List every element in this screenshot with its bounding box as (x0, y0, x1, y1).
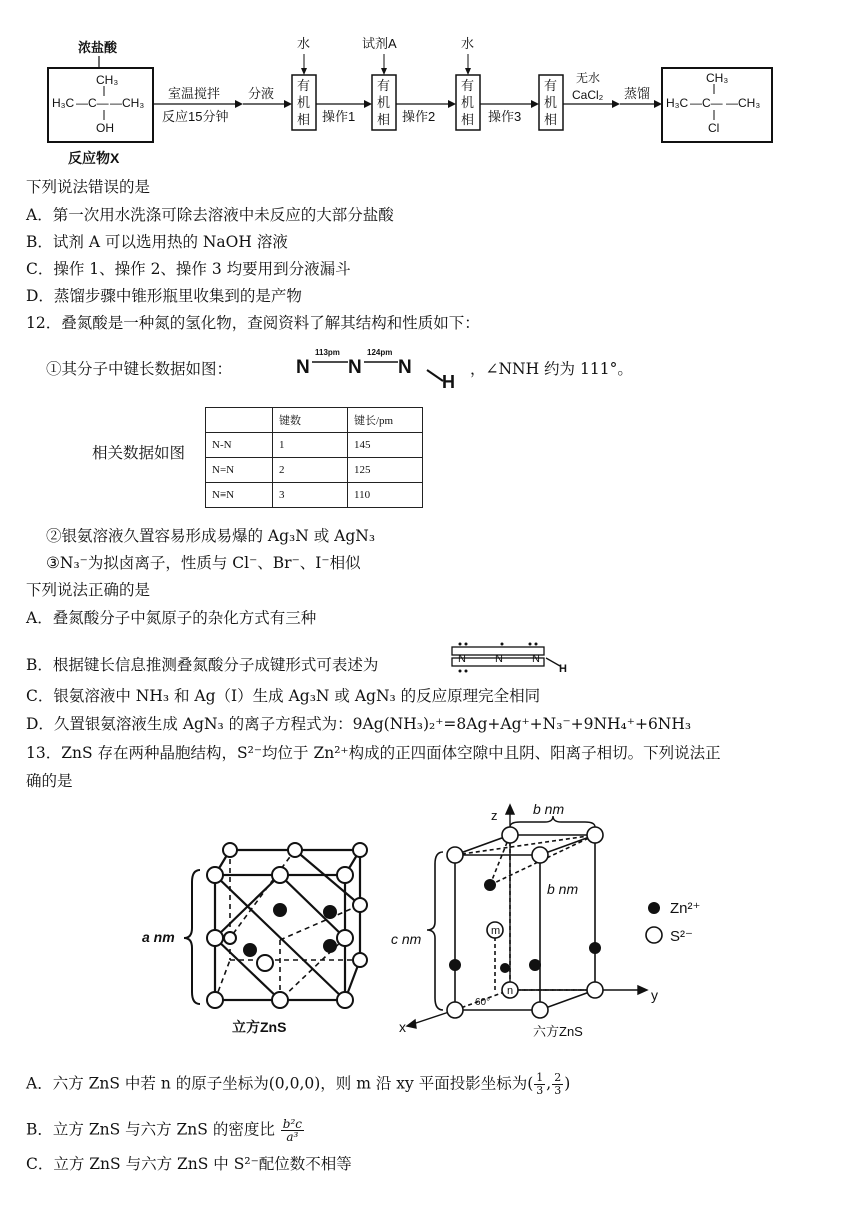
bond-124: 124pm (367, 348, 393, 357)
legend (640, 895, 750, 955)
bonding-diagram (450, 640, 580, 676)
op3: 操作3 (488, 109, 522, 124)
sep-label: 分液 (248, 86, 275, 101)
a-nm-label: a nm (142, 929, 175, 945)
op2: 操作2 (402, 109, 436, 124)
table-row (206, 483, 423, 508)
q13-b-pre: B．立方 ZnS 与六方 ZnS 的密度比 (26, 1120, 275, 1139)
q11-option-b: B．试剂 A 可以选用热的 NaOH 溶液 (26, 233, 288, 251)
table-cell: 3 (273, 483, 348, 508)
org4-b: 机 (544, 95, 558, 110)
q13-option-b (26, 1118, 305, 1143)
table-cell: 145 (348, 433, 423, 458)
q13-option-a (26, 1072, 570, 1097)
axis-z: z (491, 808, 498, 823)
q12-option-b: B．根据键长信息推测叠氮酸分子成键形式可表述为 (26, 656, 379, 674)
bd-h: H (559, 663, 567, 675)
q13-a-pre: A．六方 ZnS 中若 n 的原子坐标为(0,0,0)，则 m 沿 xy 平面投影坐标为( (26, 1074, 534, 1093)
x-ch3: CH₃ (96, 73, 119, 87)
hex-label: 六方ZnS (533, 1024, 583, 1039)
top-reagent: 浓盐酸 (78, 40, 118, 55)
p-cl: Cl (708, 121, 720, 135)
distill: 蒸馏 (624, 86, 651, 101)
cond-bottom: 反应15分钟 (162, 109, 229, 124)
q11-option-d: D．蒸馏步骤中锥形瓶里收集到的是产物 (26, 287, 302, 305)
table-cell (206, 408, 273, 433)
org3-c: 相 (461, 112, 475, 127)
org4-a: 有 (544, 78, 558, 93)
legend-s-label: S²⁻ (670, 928, 693, 945)
cond-top: 室温搅拌 (168, 86, 221, 101)
q11-option-a: A．第一次用水洗涤可除去溶液中未反应的大部分盐酸 (26, 206, 394, 224)
org1-c: 相 (297, 112, 311, 127)
hn3-structure (290, 340, 480, 390)
q12-stem: 12．叠氮酸是一种氮的氢化物，查阅资料了解其结构和性质如下： (26, 314, 480, 332)
q13-option-c: C．立方 ZnS 与六方 ZnS 中 S²⁻配位数不相等 (26, 1155, 352, 1173)
org3-a: 有 (461, 78, 475, 93)
q11-stem: 下列说法错误的是 (26, 178, 151, 196)
q13-stem1: 13．ZnS 存在两种晶胞结构，S²⁻均位于 Zn²⁺构成的正四面体空隙中且阴、阳离子相切。下列说法正 (26, 744, 721, 762)
q12-p1-tail: ，∠NNH 约为 111°。 (470, 360, 633, 378)
atom-n2: N (348, 357, 362, 378)
axis-x: x (399, 1019, 406, 1035)
table-row (206, 408, 423, 433)
q13-a-post: ) (564, 1074, 571, 1093)
legend-zn-dot (648, 902, 660, 914)
bd-n2: N (495, 653, 503, 665)
q13-stem2: 确的是 (26, 772, 73, 790)
q11-option-c: C．操作 1、操作 2、操作 3 均要用到分液漏斗 (26, 260, 351, 278)
reactant-label: 反应物X (68, 150, 120, 166)
angle-label: 60° (475, 997, 491, 1008)
dry-bottom: CaCl₂ (572, 88, 604, 102)
table-cell: 键数 (273, 408, 348, 433)
q12-stem2: 下列说法正确的是 (26, 581, 151, 599)
q12-p2: ②银氨溶液久置容易形成易爆的 Ag₃N 或 AgN₃ (46, 527, 376, 545)
org1-a: 有 (297, 78, 311, 93)
bond-113: 113pm (315, 348, 340, 357)
water1: 水 (297, 36, 311, 51)
table-row (206, 458, 423, 483)
table-cell: 键长/pm (348, 408, 423, 433)
org2-c: 相 (377, 112, 391, 127)
q13-a-sep: , (546, 1074, 552, 1093)
water2: 水 (461, 36, 475, 51)
table-cell: N=N (206, 458, 273, 483)
q12-p3: ③N₃⁻为拟卤离子，性质与 Cl⁻、Br⁻、I⁻相似 (46, 554, 361, 572)
table-cell: 110 (348, 483, 423, 508)
legend-s-dot (646, 927, 662, 943)
p-center: —C— (690, 96, 723, 110)
table-cell: N-N (206, 433, 273, 458)
fraction-2-3: $\frac{2}{3}$ (554, 1071, 562, 1097)
q12-option-a: A．叠氮酸分子中氮原子的杂化方式有三种 (26, 609, 317, 627)
density-ratio: $\frac{\text{b²c}}{\text{a³}}$ (282, 1117, 302, 1144)
table-cell: 1 (273, 433, 348, 458)
reagent-a: 试剂A (362, 36, 397, 51)
org3-b: 机 (461, 95, 475, 110)
x-oh: OH (96, 121, 114, 135)
q12-option-c: C．银氨溶液中 NH₃ 和 Ag（I）生成 Ag₃N 或 AgN₃ 的反应原理完全相同 (26, 687, 541, 705)
axis-y: y (651, 987, 658, 1003)
op1: 操作1 (322, 109, 356, 124)
c-label: c nm (391, 931, 422, 947)
q12-p1: ①其分子中键长数据如图： (46, 360, 233, 378)
atom-n1: N (296, 357, 310, 378)
table-row (206, 433, 423, 458)
b-label-side: b nm (547, 881, 579, 897)
bond-data-table (205, 407, 423, 508)
p-ch3: CH₃ (706, 71, 729, 85)
q12-option-d: D．久置银氨溶液生成 AgN₃ 的离子方程式为：9Ag(NH₃)₂⁺=8Ag+Ag⁺+N₃⁻+9NH₄⁺+6NH₃ (26, 715, 692, 733)
b-label-top: b nm (533, 801, 565, 817)
cubic-label: 立方ZnS (232, 1019, 287, 1035)
bd-n1: N (458, 653, 466, 665)
n-label: n (507, 985, 514, 997)
atom-n3: N (398, 357, 412, 378)
x-ch3r: —CH₃ (110, 96, 145, 110)
table-cell: N≡N (206, 483, 273, 508)
p-h3c: H₃C (666, 96, 689, 110)
x-center: —C— (76, 96, 109, 110)
m-label: m (491, 925, 501, 937)
flow-diagram (0, 0, 860, 175)
legend-zn-label: Zn²⁺ (670, 900, 701, 917)
org4-c: 相 (544, 112, 558, 127)
dry-top: 无水 (576, 71, 601, 85)
p-ch3r: —CH₃ (726, 96, 761, 110)
fraction-1-3: $\frac{1}{3}$ (536, 1071, 544, 1097)
atom-h: H (442, 372, 455, 390)
cubic-zns-diagram (130, 820, 400, 1050)
bd-n3: N (532, 653, 540, 665)
table-caption: 相关数据如图 (92, 444, 186, 462)
hex-zns-diagram (385, 800, 675, 1040)
x-h3c: H₃C (52, 96, 75, 110)
org2-b: 机 (377, 95, 391, 110)
org1-b: 机 (297, 95, 311, 110)
table-cell: 125 (348, 458, 423, 483)
org2-a: 有 (377, 78, 391, 93)
table-cell: 2 (273, 458, 348, 483)
